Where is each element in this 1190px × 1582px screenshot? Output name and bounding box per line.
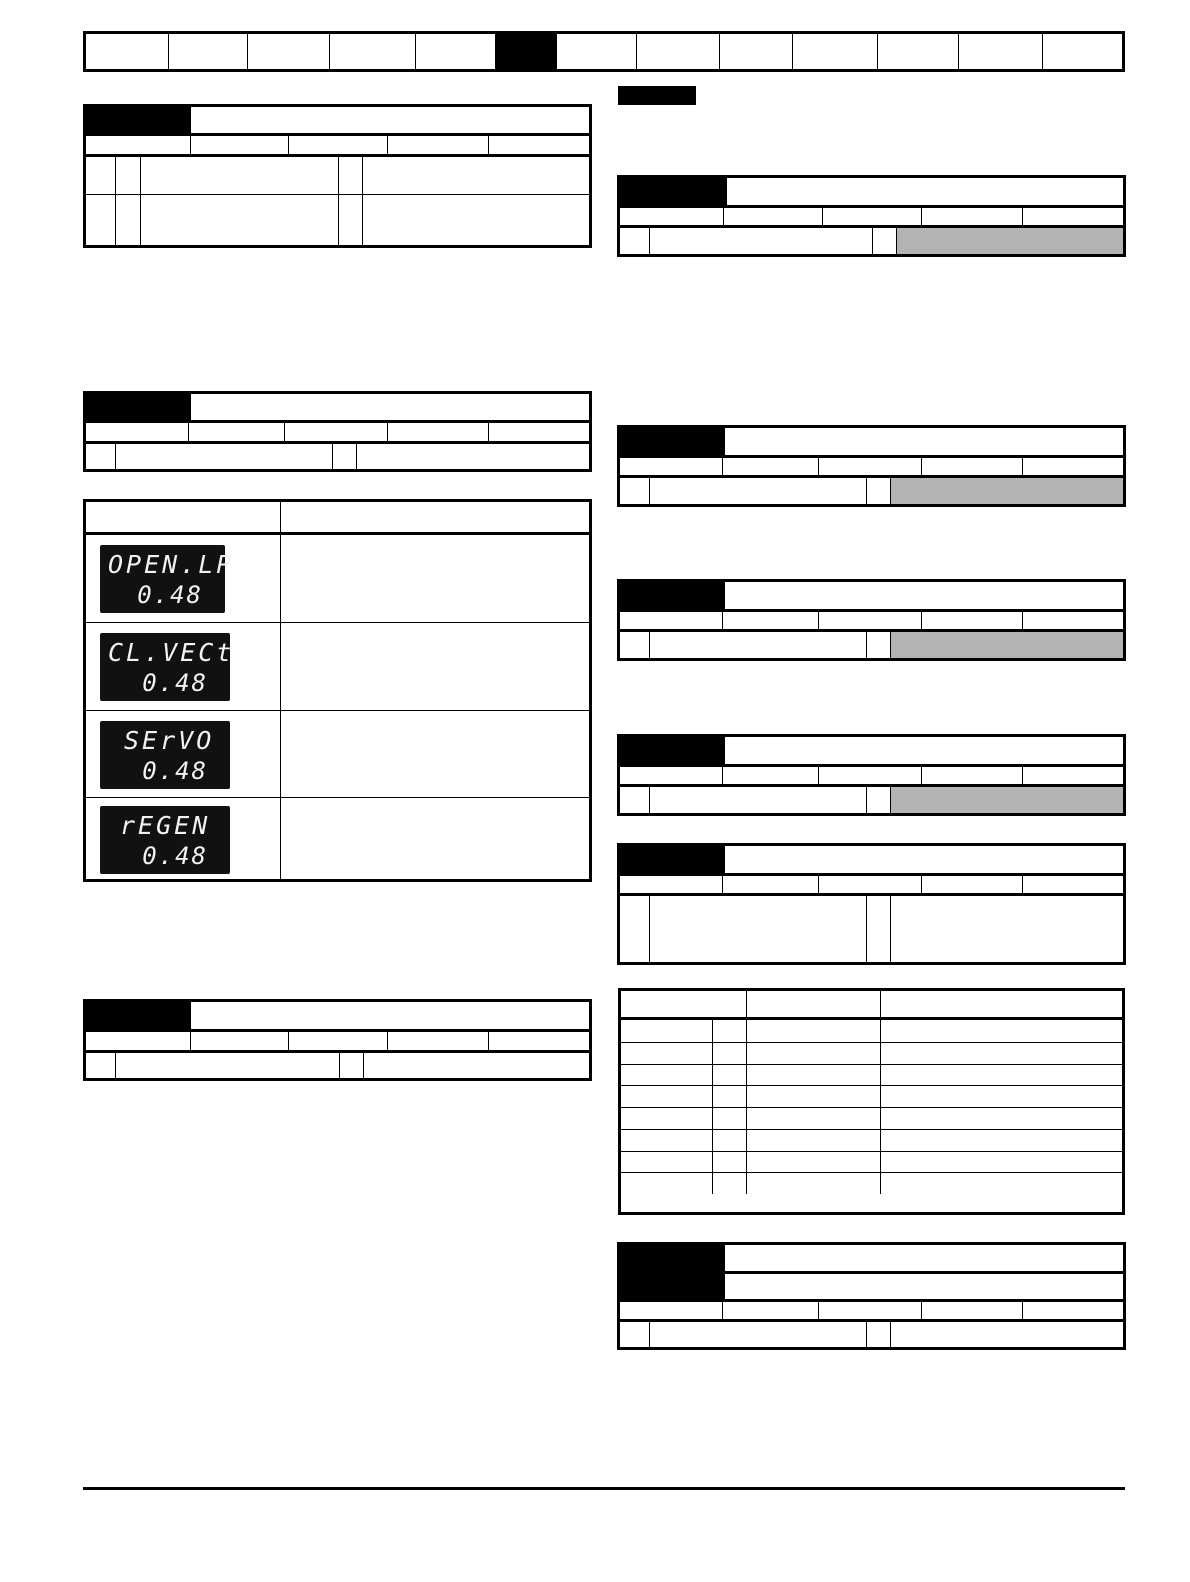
- parameter-title-cell: [191, 1002, 589, 1029]
- parameter-number-cell: [620, 582, 725, 609]
- parameter-title-cell: [725, 1271, 1123, 1300]
- parameter-title-cell: [191, 394, 589, 420]
- nav-tab[interactable]: [557, 34, 637, 69]
- table-row: [621, 1042, 1122, 1064]
- table-row: [621, 1129, 1122, 1151]
- nav-tab[interactable]: [416, 34, 496, 69]
- nav-tab[interactable]: [1043, 34, 1122, 69]
- parameter-number-cell: [86, 394, 191, 420]
- display-parameter-text: 0.48: [142, 841, 208, 870]
- section-badge: [618, 86, 696, 105]
- table-row: [86, 622, 589, 710]
- parameter-table: [83, 999, 592, 1081]
- parameter-number-cell: [620, 1245, 725, 1299]
- table-row: [86, 535, 589, 622]
- parameter-number-cell: [620, 737, 725, 764]
- parameter-table: [617, 425, 1126, 507]
- keypad-display: [100, 806, 230, 874]
- display-parameter-text: 0.48: [142, 756, 208, 785]
- nav-tab[interactable]: [878, 34, 959, 69]
- parameter-title-cell: [725, 737, 1123, 764]
- nav-tab[interactable]: [86, 34, 169, 69]
- table-row: [621, 1151, 1122, 1173]
- nav-tab[interactable]: [793, 34, 878, 69]
- nav-tab[interactable]: [169, 34, 248, 69]
- parameter-title-cell: [727, 178, 1123, 205]
- value-table-header: [621, 991, 1122, 1020]
- parameter-table: [617, 734, 1126, 816]
- parameter-table: [617, 1242, 1126, 1350]
- table-row: [621, 1085, 1122, 1107]
- parameter-table: [617, 843, 1126, 965]
- display-parameter-text: 0.48: [137, 580, 203, 609]
- display-mode-text: CL.VECt: [108, 637, 235, 667]
- parameter-table: [617, 579, 1126, 661]
- nav-tab-active[interactable]: [496, 34, 557, 69]
- parameter-number-cell: [620, 428, 725, 455]
- parameter-title-cell: [725, 846, 1123, 873]
- keypad-display: [100, 633, 235, 701]
- mode-table-header: [86, 502, 589, 535]
- shaded-cell: [891, 787, 1123, 813]
- display-mode-text: OPEN.LP: [108, 549, 235, 579]
- parameter-table: [83, 391, 592, 472]
- display-mode-text: rEGEN: [120, 810, 211, 840]
- nav-tab[interactable]: [248, 34, 330, 69]
- parameter-number-cell: [620, 178, 727, 205]
- parameter-table: [83, 104, 592, 248]
- keypad-display: [100, 545, 235, 613]
- table-row: [621, 1172, 1122, 1194]
- chapter-nav-bar: [83, 31, 1125, 72]
- parameter-number-cell: [620, 846, 725, 873]
- keypad-display: [100, 721, 230, 789]
- shaded-cell: [897, 228, 1123, 254]
- shaded-cell: [891, 478, 1123, 504]
- parameter-number-cell: [86, 1002, 191, 1029]
- table-row: [86, 797, 589, 880]
- display-parameter-text: 0.48: [142, 668, 208, 697]
- nav-tab[interactable]: [637, 34, 720, 69]
- parameter-title-cell: [725, 1245, 1123, 1271]
- parameter-title-cell: [191, 107, 589, 133]
- shaded-cell: [891, 632, 1123, 658]
- parameter-title-cell: [725, 582, 1123, 609]
- parameter-title-cell: [725, 428, 1123, 455]
- nav-tab[interactable]: [959, 34, 1043, 69]
- parameter-value-table: [618, 988, 1125, 1215]
- nav-tab[interactable]: [330, 34, 416, 69]
- table-row: [621, 1107, 1122, 1129]
- table-row: [86, 710, 589, 797]
- parameter-number-cell: [86, 107, 191, 133]
- display-mode-text: SErVO: [124, 725, 215, 755]
- drive-mode-display-table: [83, 499, 592, 882]
- table-row: [621, 1064, 1122, 1086]
- table-row: [621, 1020, 1122, 1042]
- footer-rule: [83, 1487, 1125, 1490]
- parameter-table: [617, 175, 1126, 257]
- nav-tab[interactable]: [720, 34, 793, 69]
